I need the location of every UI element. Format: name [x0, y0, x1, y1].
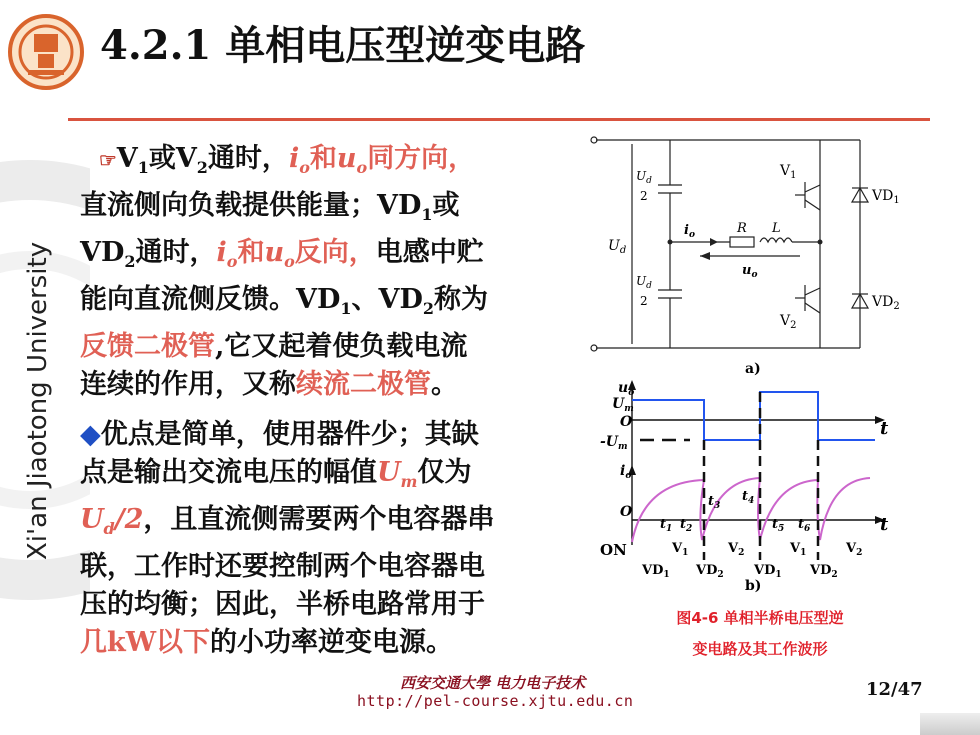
p1-line-2: 直流侧向负载提供能量；$VD_1$或 — [80, 190, 460, 224]
svg-text:O: O — [620, 414, 633, 430]
p1-line-6: 连续的作用，又称续流二极管。 — [80, 369, 458, 400]
page-title: 4.2.1 单相电压型逆变电路 — [100, 22, 586, 69]
on-diode-label-1: $VD_1$ — [642, 563, 670, 580]
svg-text:io: $i_o$ — [620, 463, 632, 481]
footer-url-link[interactable]: http://pel-course.xjtu.edu.cn — [357, 692, 634, 710]
paragraph-feedback-diode — [80, 140, 580, 404]
t-label-3: $t_3$ — [708, 494, 721, 511]
on-diode-label-2: $VD_2$ — [696, 563, 724, 580]
p2-line-6: 几kW以下的小功率逆变电源。 — [80, 627, 454, 658]
svg-text:io: $i_o$ — [684, 223, 695, 240]
university-logo — [6, 12, 86, 92]
p1-line-1: $☞V_1$或$V_2$通时，$i_o$和$u_o$同方向， — [98, 143, 476, 177]
svg-text:2: 2 — [640, 189, 648, 203]
corner-decoration — [920, 713, 980, 735]
p2-line-2: 点是输出交流电压的幅值$U_m$仅为 — [80, 457, 472, 491]
svg-text:VD1: $VD_1$ — [872, 188, 900, 206]
t-label-6: $t_6$ — [798, 517, 811, 534]
svg-text:Xi'an Jiaotong University: Xi'an Jiaotong University — [23, 241, 53, 560]
svg-text:V2: $V_2$ — [780, 313, 797, 331]
t-label-1: $t_1$ — [660, 517, 673, 534]
svg-text:a): a) — [745, 361, 761, 377]
svg-text:-Um: $-U_m$ — [600, 434, 628, 452]
t-label-4: $t_4$ — [742, 489, 755, 506]
svg-text:t: t — [880, 418, 889, 439]
svg-text:O: O — [620, 504, 633, 520]
svg-text:ON: ON — [600, 541, 627, 559]
on-switch-label-4: $V_2$ — [846, 541, 863, 558]
svg-text:t: t — [880, 514, 889, 535]
svg-text:VD2: $VD_2$ — [872, 294, 900, 312]
svg-text:2: 2 — [640, 294, 648, 308]
page-number: 12/47 — [866, 679, 923, 700]
diamond-bullet-icon: ◆ — [80, 419, 101, 450]
p2-line-5: 压的均衡；因此，半桥电路常用于 — [80, 589, 485, 620]
on-diode-label-3: $VD_1$ — [754, 563, 782, 580]
p2-line-1: ◆优点是简单，使用器件少；其缺 — [80, 419, 479, 450]
paragraph-advantages — [80, 416, 580, 662]
p1-line-5: 反馈二极管,它又起着使负载电流 — [80, 331, 468, 362]
p2-line-4: 联，工作时还要控制两个电容器电 — [80, 551, 485, 582]
university-side-text — [16, 190, 56, 570]
svg-text:uo: $u_o$ — [618, 380, 635, 398]
t-label-5: $t_5$ — [772, 517, 785, 534]
on-switch-label-1: $V_1$ — [672, 541, 689, 558]
p2-line-3: $U_d/2$，且直流侧需要两个电容器串 — [80, 504, 495, 538]
svg-text:L: L — [772, 221, 781, 236]
svg-text:b): b) — [745, 578, 762, 594]
p1-line-4: 能向直流侧反馈。$VD_1$、$VD_2$称为 — [80, 284, 489, 318]
p1-line-3: $VD_2$通时，$i_o$和$u_o$反向，电感中贮 — [80, 237, 484, 271]
half-bridge-circuit-diagram — [580, 130, 940, 610]
svg-text:V1: $V_1$ — [780, 163, 797, 181]
on-diode-label-4: $VD_2$ — [810, 563, 838, 580]
svg-text:uo: $u_o$ — [742, 263, 758, 280]
on-switch-label-2: $V_2$ — [728, 541, 745, 558]
on-switch-label-3: $V_1$ — [790, 541, 807, 558]
svg-text:Ud: $U_d$ — [636, 169, 652, 186]
svg-text:R: R — [737, 221, 747, 236]
svg-text:Ud: $U_d$ — [636, 274, 652, 291]
figure-caption-line-2: 变电路及其工作波形 — [692, 640, 828, 658]
svg-text:Ud: $U_d$ — [608, 238, 627, 256]
svg-text:Um: $U_m$ — [612, 396, 634, 414]
title-divider — [68, 118, 930, 121]
figure-caption-line-1: 图4-6 单相半桥电压型逆 — [676, 609, 844, 627]
t-label-2: $t_2$ — [680, 517, 693, 534]
footer-school-name: 西安交通大學 电力电子技术 — [400, 674, 586, 692]
pointing-hand-icon: ☞ — [98, 148, 117, 172]
